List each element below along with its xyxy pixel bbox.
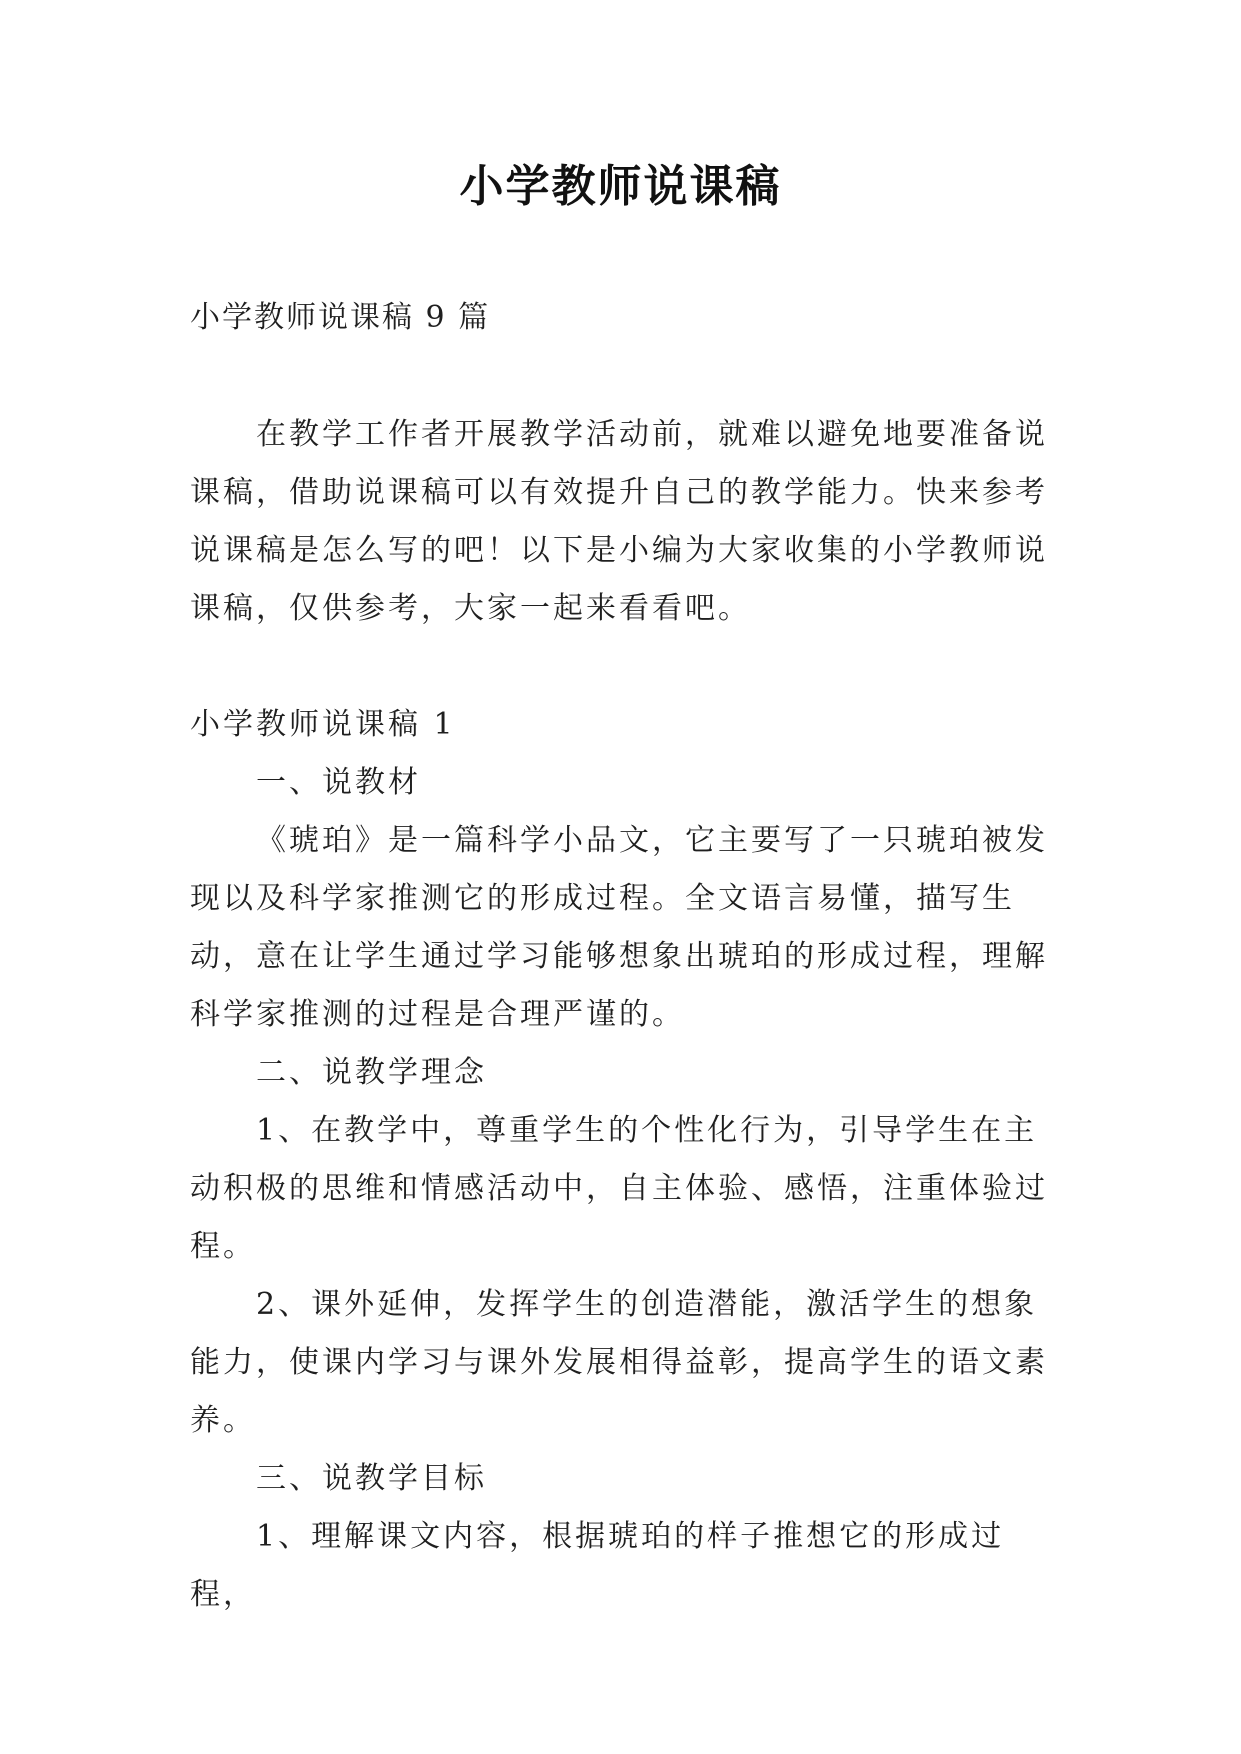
body-paragraph: 《琥珀》是一篇科学小品文，它主要写了一只琥珀被发现以及科学家推测它的形成过程。全文语言易懂，描写生动，意在让学生通过学习能够想象出琥珀的形成过程，理解科学家推测的过程是合理严谨的。 [190,823,1048,1032]
section-subheading: 一、说教材 [256,765,421,800]
section-heading: 小学教师说课稿 1 [190,707,456,742]
section-subheading: 三、说教学目标 [256,1461,487,1496]
intro-paragraph: 在教学工作者开展教学活动前，就难以避免地要准备说课稿，借助说课稿可以有效提升自己的教学能力。快来参考说课稿是怎么写的吧！以下是小编为大家收集的小学教师说课稿，仅供参考，大家一起来看看吧。 [190,417,1048,626]
section-1 [190,696,1050,1624]
body-paragraph: 1、理解课文内容，根据琥珀的样子推想它的形成过程， [190,1519,1005,1612]
body-paragraph: 1、在教学中，尊重学生的个性化行为，引导学生在主动积极的思维和情感活动中，自主体验、感悟，注重体验过程。 [190,1113,1048,1264]
body-paragraph: 2、课外延伸，发挥学生的创造潜能，激活学生的想象能力，使课内学习与课外发展相得益彰，提高学生的语文素养。 [190,1287,1048,1438]
document-title: 小学教师说课稿 [459,161,782,212]
section-subheading: 二、说教学理念 [256,1055,487,1090]
document-subtitle: 小学教师说课稿 9 篇 [190,300,491,335]
